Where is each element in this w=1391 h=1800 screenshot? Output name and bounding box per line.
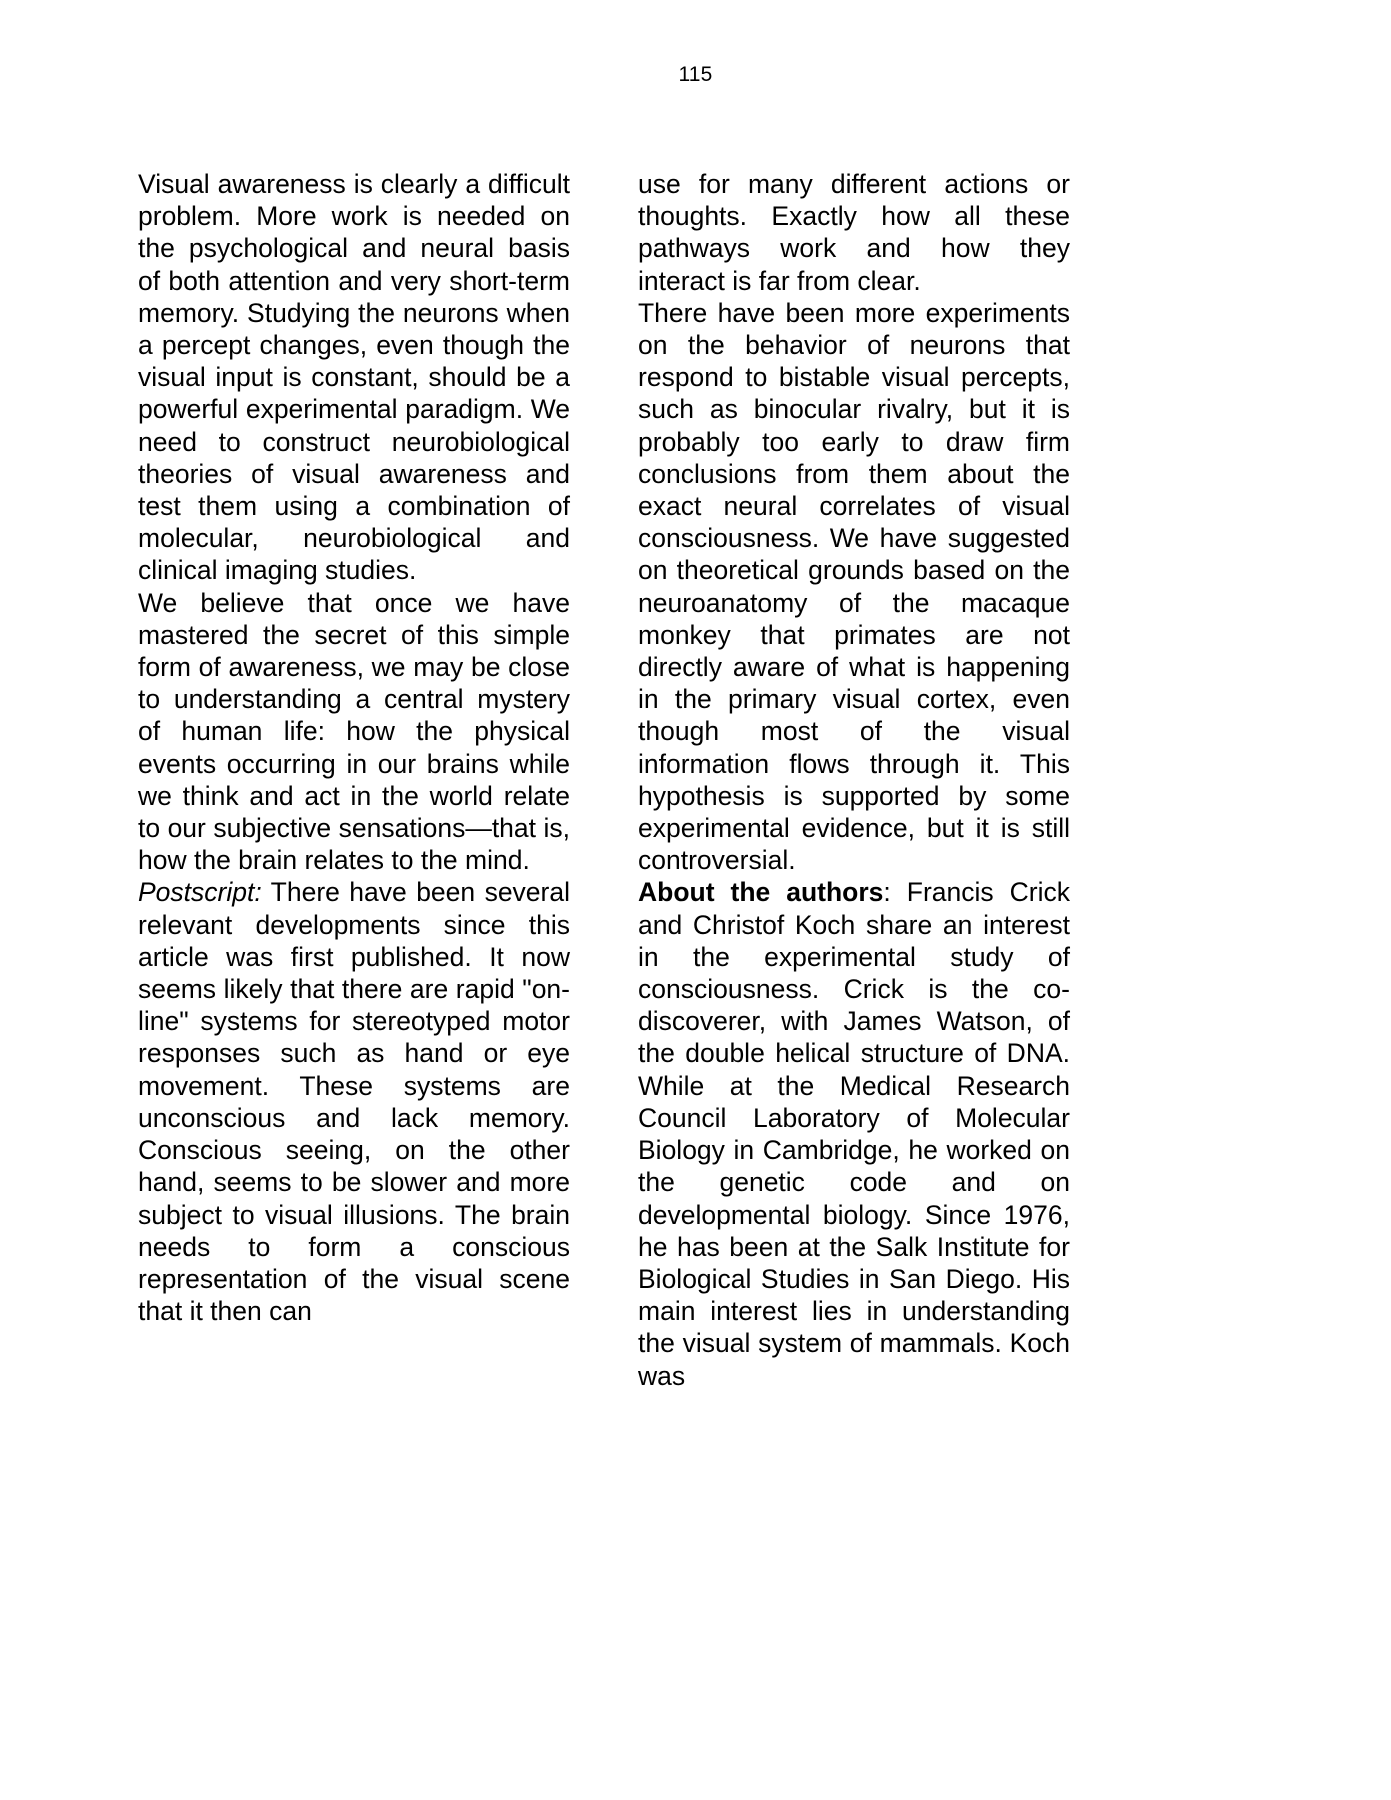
paragraph-postscript <box>138 876 570 1327</box>
paragraph-text: use for many different actions or thoughts. Exactly how all these pathways work and how they interact is far from clear. <box>638 169 1070 296</box>
paragraph-visual-awareness <box>138 168 570 587</box>
paragraph-text: : Francis Crick and Christof Koch share an interest in the experimental study of consciousness. Crick is the co-discoverer, with James Watson, of the double helical structure of DNA. While at the Medical Research Council Laboratory of Molecular Biology in Cambridge, he worked on the genetic code and on developmental biology. Since 1976, he has been at the Salk Institute for Biological Studies in San Diego. His main interest lies in understanding the visual system of mammals. Koch was <box>638 877 1070 1391</box>
paragraph-use-for-many <box>638 168 1070 297</box>
paragraph-text: There have been more experiments on the behavior of neurons that respond to bistable visual percepts, such as binocular rivalry, but it is probably too early to draw firm conclusions from them about the exact neural correlates of visual consciousness. We have suggested on theoretical grounds based on the neuroanatomy of the macaque monkey that primates are not directly aware of what is happening in the primary visual cortex, even though most of the visual information flows through it. This hypothesis is supported by some experimental evidence, but it is still controversial. <box>638 297 1070 876</box>
paragraph-there-have-been <box>638 297 1070 877</box>
paragraph-about-the-authors <box>638 876 1070 1391</box>
paragraph-text: Visual awareness is clearly a difficult problem. More work is needed on the psychological and neural basis of both attention and very short-term memory. Studying the neurons when a percept changes, even though the visual input is constant, should be a powerful experimental paradigm. We need to construct neurobiological theories of visual awareness and test them using a combination of molecular, neurobiological and clinical imaging studies. <box>138 169 570 586</box>
page-number: 115 <box>678 63 713 86</box>
postscript-label: Postscript: <box>138 877 262 908</box>
paragraph-text: There have been several relevant developments since this article was first published. It now seems likely that there are rapid "on-line" systems for stereotyped motor responses such as hand or eye movement. These systems are unconscious and lack memory. Conscious seeing, on the other hand, seems to be slower and more subject to visual illusions. The brain needs to form a conscious representation of the visual scene that it then can <box>138 877 570 1327</box>
paragraph-we-believe <box>138 587 570 877</box>
paragraph-text: We believe that once we have mastered the secret of this simple form of awareness, we may be close to understanding a central mystery of human life: how the physical events occurring in our brains while we think and act in the world relate to our subjective sensations—that is, how the brain relates to the mind. <box>138 587 570 876</box>
left-column <box>138 168 570 1327</box>
right-column <box>638 168 1070 1392</box>
two-column-body <box>138 168 1070 1392</box>
about-the-authors-label: About the authors <box>638 877 884 908</box>
